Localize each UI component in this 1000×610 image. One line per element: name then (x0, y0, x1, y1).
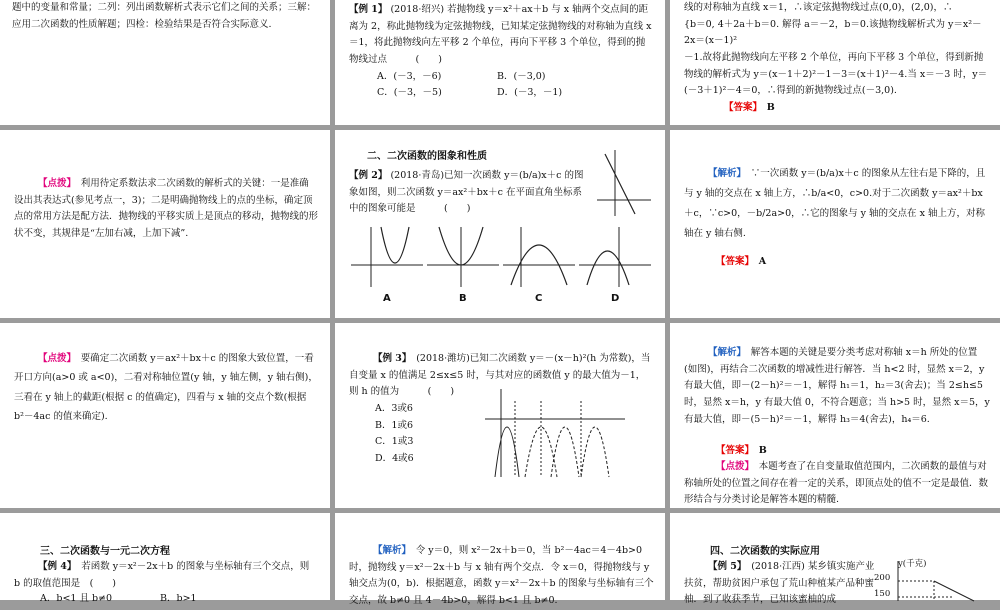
option-d: D．(－3，－1) (497, 87, 563, 99)
tip-tag: 【点拨】 (38, 353, 72, 364)
slide-9 (670, 323, 1000, 508)
graph-option-d (579, 225, 651, 287)
option-d: D．4或6 (375, 452, 414, 464)
example-3-text: 【例 3】 (2018·潍坊)已知二次函数 y＝－(x－h)²(h 为常数)，当自变量 x 的值满足 2≤x≤5 时，与其对应的函数值 y 的最大值为－1，则 h 的值为 ( ) (349, 353, 651, 398)
graph-option-c (503, 225, 575, 287)
slide-7 (0, 323, 330, 508)
option-b: B．(－3,0) (497, 70, 546, 82)
options-row (349, 69, 653, 86)
graph-option-a (351, 225, 423, 287)
graph-tick-label: 200 (874, 573, 891, 583)
solution-line: －1.故将此抛物线向左平移 2 个单位，再向下平移 3 个单位，得到新抛物线的解析式为 y＝(x－1＋2)²－1－3＝(x＋1)²－4.当 x＝－3 时，y＝(－3＋1)²－4＝0，∴得到的新抛物线过点(－3,0). (684, 51, 988, 97)
example-2-text: 【例 2】 (2018·青岛)已知一次函数 y＝(b/a)x＋c 的图象如图，则二次函数 y＝ax²＋bx＋c 在平面直角坐标系中的图象可能是 ( ) (349, 170, 584, 215)
graph-axes (894, 561, 994, 601)
option-a: A．b<1 且 b≠0 (40, 593, 113, 604)
graph-label-b: B (459, 293, 467, 304)
tip-tag: 【点拨】 (38, 178, 72, 189)
answer-value: B (758, 445, 767, 456)
answer-tag: 【答案】 (716, 256, 750, 267)
graph-label-d: D (611, 293, 620, 304)
section-title: 二、二次函数的图象和性质 (367, 151, 487, 162)
slide-6 (670, 130, 1000, 318)
parabola-family-graph (485, 387, 625, 477)
answer-tag: 【答案】 (716, 445, 750, 456)
options-row (349, 85, 653, 102)
answer-value: A (758, 256, 767, 267)
answer-row (684, 100, 990, 117)
sales-graph (874, 561, 994, 601)
answer-value: B (766, 101, 775, 113)
example-4-text: 【例 4】 若函数 y＝x²－2x＋b 的图象与坐标轴有三个交点，则 b 的取值范围是 ( ) (14, 561, 310, 589)
solution-tag: 【解析】 (708, 168, 742, 179)
slide-5 (335, 130, 665, 318)
graph-tick-label: 150 (874, 589, 891, 599)
slide-2 (335, 0, 665, 125)
solution-text: 【解析】 令 y＝0，则 x²－2x＋b＝0，当 b²－4ac＝4－4b>0 时，抛物线 y＝x²－2x＋b 与 x 轴有两个交点．令 x＝0，得抛物线与 y 轴交点为(0，b)．根据题意，函数 y＝x²－2x＋b 的图象与坐标轴有三个交点，故 b≠0 且 4－4b>0，解得 b<1 且 b≠0. (349, 545, 654, 606)
tip-text: 【点拨】 本题考查了在自变量取值范围内，二次函数的最值与对称轴所处的位置之间存在着一定的关系，即顶点处的值不一定是最值．数形结合与分类讨论是解答本题的精髓. (684, 461, 989, 506)
slide-1 (0, 0, 330, 125)
section-title: 四、二次函数的实际应用 (710, 546, 820, 557)
slide-8 (335, 323, 665, 508)
option-b: B．1或6 (375, 419, 414, 431)
solution-text: 【解析】 ∵一次函数 y＝(b/a)x＋c 的图象从左往右是下降的，且与 y 轴的交点在 x 轴上方，∴b/a<0，c>0.对于二次函数 y＝ax²＋bx＋c，∵c>0，－b/2a>0，∴它的图象与 y 轴的交点在 x 轴上方，对称轴在 y 轴右侧. (684, 168, 986, 239)
example-tag: 【例 5】 (708, 561, 742, 572)
solution-tag: 【解析】 (708, 347, 742, 358)
tip-text: 【点拨】 要确定二次函数 y＝ax²＋bx＋c 的图象大致位置，一看开口方向(a>0 或 a<0)，二看对称轴位置(y 轴，y 轴左侧，y 轴右侧)，三看在 y 轴上的截距(根据 c 的值确定)，四看与 x 轴的交点个数(根据 b²－4ac 的值来确定). (14, 353, 318, 423)
section-title: 三、二次函数与一元二次方程 (40, 546, 170, 557)
answer-tag: 【答案】 (724, 101, 758, 113)
example-tag: 【例 4】 (38, 561, 72, 572)
option-b: B．b>1 (160, 593, 197, 604)
graph-label-c: C (535, 293, 543, 304)
slide-10 (0, 513, 330, 604)
graph-y-label: y(千克) (898, 559, 927, 569)
slide-text: 题中的变量和常量；二列：列出函数解析式表示它们之间的关系；三解：应用二次函数的性质解题；四检：检验结果是否符合实际意义. (12, 2, 317, 30)
answer-row (716, 254, 766, 271)
solution-line: {b＝0, 4＋2a＋b＝0. 解得 a＝－2，b＝0.该抛物线解析式为 y＝x²－2x＝(x－1)² (684, 18, 982, 47)
option-c: C．1或3 (375, 436, 414, 448)
slide-4 (0, 130, 330, 318)
slide-12 (670, 513, 1000, 606)
linear-function-graph (593, 148, 653, 218)
slide-3 (670, 0, 1000, 125)
options-row (40, 591, 197, 608)
solution-tag: 【解析】 (373, 545, 407, 556)
slide-11 (335, 513, 665, 606)
example-tag: 【例 3】 (373, 353, 407, 364)
option-a: A．3或6 (375, 403, 413, 414)
option-a: A．(－3，－6) (377, 70, 442, 82)
example-tag: 【例 2】 (349, 170, 388, 181)
options-list (375, 401, 414, 468)
option-c: C．(－3，－5) (377, 87, 442, 99)
graph-label-a: A (383, 293, 391, 304)
graph-option-b (427, 225, 499, 287)
answer-row (716, 443, 767, 460)
example-1-text: 【例 1】 (2018·绍兴) 若抛物线 y＝x²＋ax＋b 与 x 轴两个交点间的距离为 2，称此抛物线为定弦抛物线，已知某定弦抛物线的对称轴为直线 x＝1，将此抛物线向左平移 2 个单位，再向下平移 3 个单位，得到的抛物线过点 ( ) (349, 4, 652, 65)
example-tag: 【例 1】 (349, 4, 388, 15)
tip-tag: 【点拨】 (716, 461, 750, 472)
solution-line: 线的对称轴为直线 x＝1，∴该定弦抛物线过点(0,0)，(2,0)，∴ (684, 2, 953, 13)
tip-text: 【点拨】 利用待定系数法求二次函数的解析式的关键：一是准确设出其表达式(参见考点一，3)；二是明确抛物线上的点的坐标，确定顶点的常用方法是配方法．抛物线的平移实质上是顶点的移动，抛物线的形状不变，其规律是“左加右减，上加下减”. (14, 178, 319, 239)
solution-text: 【解析】 解答本题的关键是要分类考虑对称轴 x＝h 所处的位置(如图)，再结合二次函数的增减性进行解答．当 h<2 时，显然 x＝2，y 有最大值，即－(2－h)²＝－1，解得 h₁＝1，h₂＝3(舍去)；当 2≤h≤5 时，显然 x＝h，y 有最大值 0，不符合题意；当 h>5 时，显然 x＝5，y 有最大值，即－(5－h)²＝－1，解得 h₃＝4(舍去)，h₄＝6. (684, 347, 990, 425)
example-5-text: 【例 5】 (2018·江西) 某乡镇实施产业扶贫，帮助贫困户承包了荒山种植某产品种蜜柚．到了收获季节，已知该蜜柚的成 (684, 561, 875, 606)
